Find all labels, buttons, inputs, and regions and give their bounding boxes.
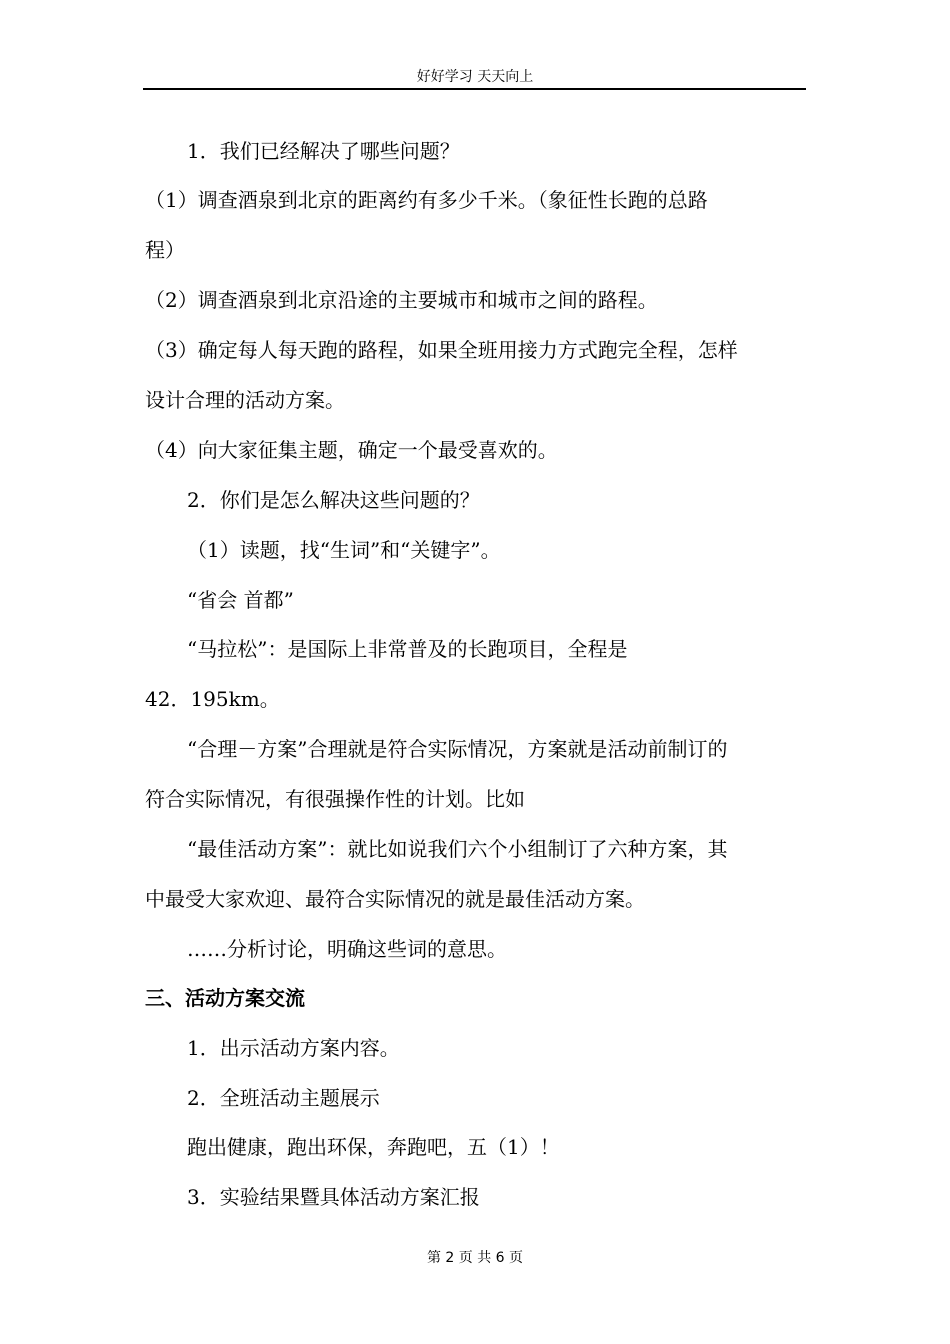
section-heading-3: 三、活动方案交流 bbox=[145, 986, 305, 1010]
body-line-term-plan: “合理－方案”合理就是符合实际情况，方案就是活动前制订的 bbox=[187, 737, 728, 761]
body-line-item1: （1）调查酒泉到北京的距离约有多少千米。（象征性长跑的总路 bbox=[145, 188, 708, 212]
body-line-q1: 1．我们已经解决了哪些问题？ bbox=[187, 139, 460, 163]
body-line-item2: （2）调查酒泉到北京沿途的主要城市和城市之间的路程。 bbox=[145, 288, 658, 312]
body-line-q2: 2．你们是怎么解决这些问题的？ bbox=[187, 488, 480, 512]
body-line-read-question: （1）读题，找“生词”和“关键字”。 bbox=[187, 538, 501, 562]
body-line-slogan: 跑出健康，跑出环保，奔跑吧，五（1）！ bbox=[187, 1135, 560, 1159]
body-line-marathon-distance: 42．195km。 bbox=[145, 687, 280, 711]
body-line-term-marathon: “马拉松”：是国际上非常普及的长跑项目，全程是 bbox=[187, 637, 628, 661]
body-line-term-capital: “省会 首都” bbox=[187, 588, 294, 612]
body-line-show-plan: 1．出示活动方案内容。 bbox=[187, 1036, 400, 1060]
body-line-item3: （3）确定每人每天跑的路程，如果全班用接力方式跑完全程，怎样 bbox=[145, 338, 738, 362]
body-line-report: 3．实验结果暨具体活动方案汇报 bbox=[187, 1185, 480, 1209]
body-line-item1-cont: 程） bbox=[145, 238, 185, 262]
page-footer: 第 2 页 共 6 页 bbox=[426, 1250, 524, 1266]
body-line-discussion: ……分析讨论，明确这些词的意思。 bbox=[187, 937, 507, 961]
body-line-theme-display: 2．全班活动主题展示 bbox=[187, 1086, 380, 1110]
body-line-term-plan-cont: 符合实际情况，有很强操作性的计划。比如 bbox=[145, 787, 525, 811]
body-line-item3-cont: 设计合理的活动方案。 bbox=[145, 388, 345, 412]
body-line-term-best-plan: “最佳活动方案”：就比如说我们六个小组制订了六种方案，其 bbox=[187, 837, 728, 861]
page-header: 好好学习 天天向上 bbox=[416, 69, 534, 85]
body-line-term-best-plan-cont: 中最受大家欢迎、最符合实际情况的就是最佳活动方案。 bbox=[145, 887, 645, 911]
header-rule bbox=[143, 88, 806, 90]
body-line-item4: （4）向大家征集主题，确定一个最受喜欢的。 bbox=[145, 438, 558, 462]
